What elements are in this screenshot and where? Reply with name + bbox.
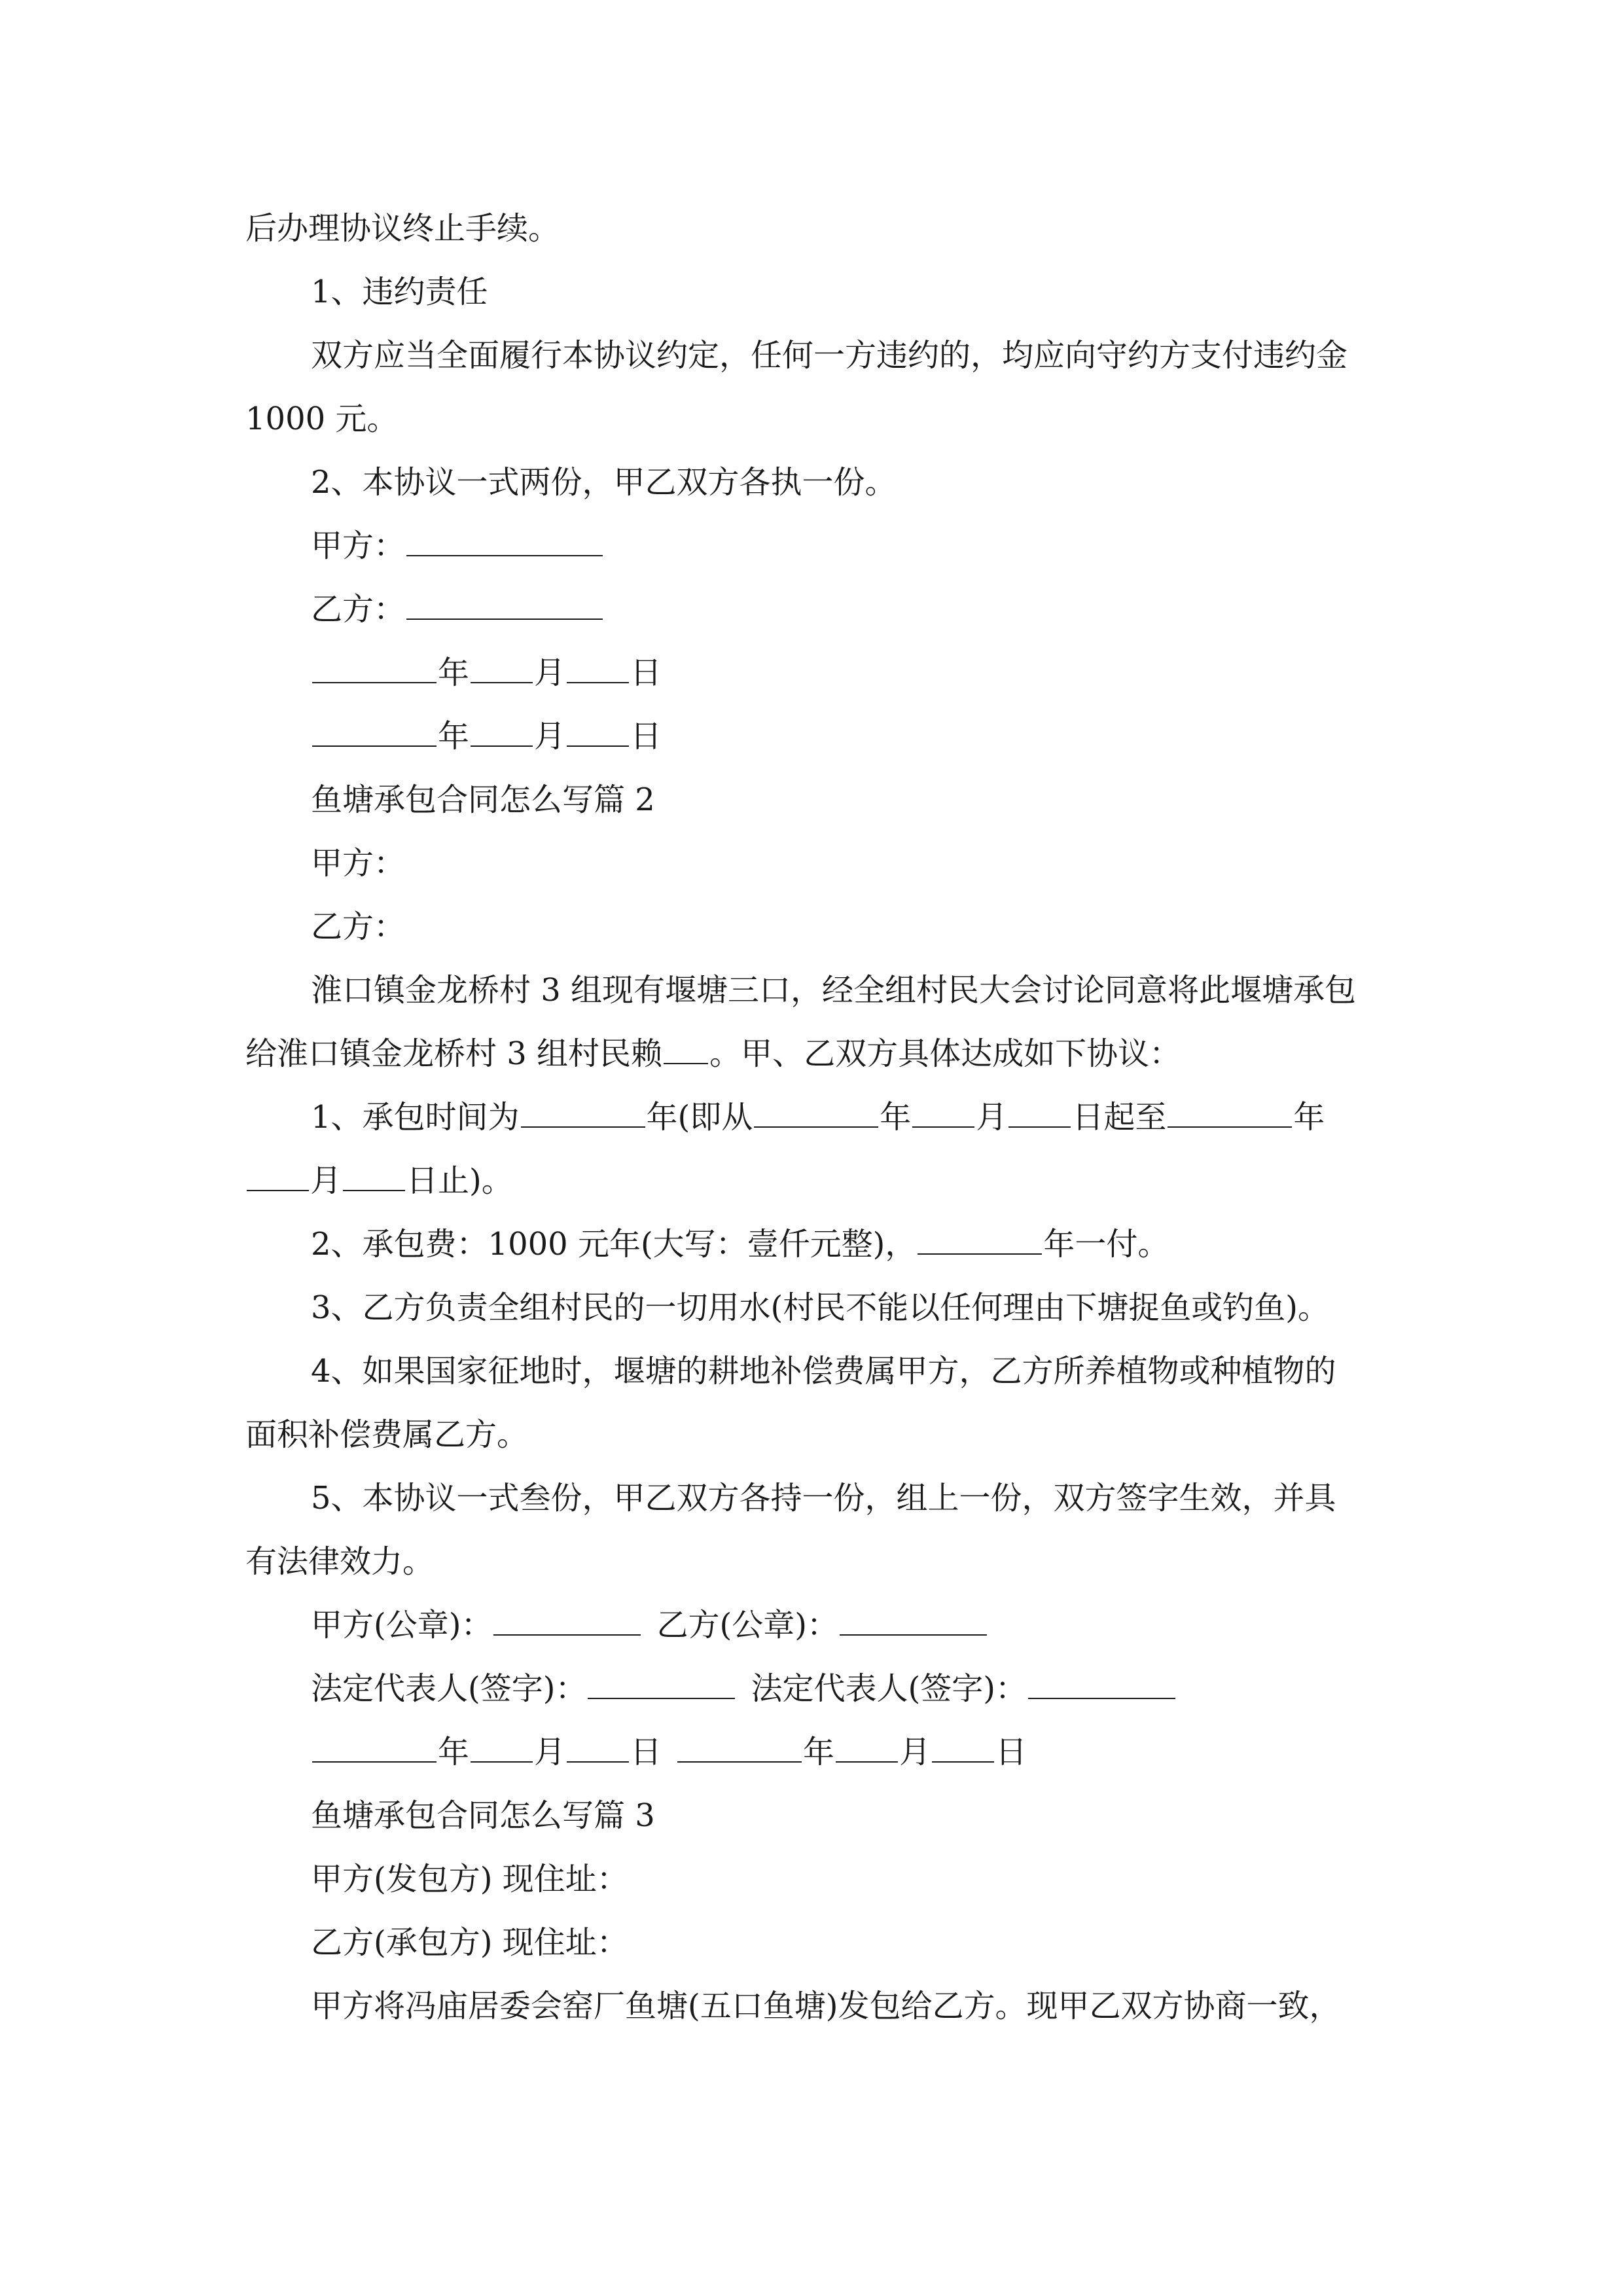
- seal-blank: [840, 1634, 987, 1636]
- signature-blank: [588, 1698, 735, 1699]
- text-line: 甲方将冯庙居委会窑厂鱼塘(五口鱼塘)发包给乙方。现甲乙双方协商一致，: [311, 1988, 1341, 2024]
- fill-blank: [247, 1190, 309, 1191]
- article-title: 鱼塘承包合同怎么写篇 2: [311, 781, 655, 818]
- fill-blank: [521, 1126, 645, 1128]
- fill-blank: [912, 1126, 974, 1128]
- text-line: 淮口镇金龙桥村 3 组现有堰塘三口，经全组村民大会讨论同意将此堰塘承包: [311, 972, 1357, 1009]
- text-line: 3、乙方负责全组村民的一切用水(村民不能以任何理由下塘捉鱼或钓鱼)。: [311, 1289, 1329, 1326]
- text-line: 给淮口镇金龙桥村 3 组村民赖 。甲、乙双方具体达成如下协议：: [245, 1035, 1181, 1072]
- text-line: 双方应当全面履行本协议约定，任何一方违约的，均应向守约方支付违约金: [311, 337, 1348, 374]
- date-blank: [836, 1761, 898, 1763]
- seal-line: 甲方(公章)： 乙方(公章)：: [0, 1593, 1623, 1657]
- date-blank: [312, 682, 437, 683]
- representative-line: 法定代表人(签字)： 法定代表人(签字)：: [0, 1657, 1623, 1721]
- term-line: 1、承包时间为 年(即从 年 月 日起至 年: [311, 1099, 1325, 1136]
- fill-blank: [754, 1126, 878, 1128]
- text-line: 面积补偿费属乙方。: [245, 1416, 529, 1453]
- party-b-line: 乙方：: [311, 908, 406, 945]
- party-b-address-line: 乙方(承包方) 现住址：: [311, 1924, 628, 1961]
- signature-blank: [1028, 1698, 1175, 1699]
- date-blank: [471, 745, 533, 747]
- fill-blank: [918, 1253, 1042, 1255]
- signature-blank: [406, 555, 603, 556]
- date-line: 年 月 日: [0, 704, 1623, 768]
- date-blank: [567, 1761, 629, 1763]
- text-line: 4、如果国家征地时，堰塘的耕地补偿费属甲方，乙方所养植物或种植物的: [311, 1353, 1336, 1390]
- date-blank: [567, 682, 629, 683]
- party-a-address-line: 甲方(发包方) 现住址：: [311, 1861, 628, 1897]
- text-line: 1000 元。: [245, 401, 399, 437]
- date-blank: [677, 1761, 802, 1763]
- text-line: 2、本协议一式两份，甲乙双方各执一份。: [311, 464, 897, 501]
- section-heading: 1、违约责任: [311, 274, 488, 310]
- date-blank: [471, 1761, 533, 1763]
- article-title: 鱼塘承包合同怎么写篇 3: [311, 1797, 655, 1834]
- name-blank: [664, 1063, 708, 1064]
- fill-blank: [343, 1190, 405, 1191]
- text-line: 后办理协议终止手续。: [245, 210, 560, 247]
- signature-line-party-a: 甲方：: [0, 514, 1623, 578]
- text-line: 5、本协议一式叁份，甲乙双方各持一份，组上一份，双方签字生效，并具: [311, 1480, 1336, 1516]
- fill-blank: [1008, 1126, 1071, 1128]
- signature-line-party-b: 乙方：: [0, 577, 1623, 641]
- date-blank: [312, 745, 437, 747]
- date-blank: [471, 682, 533, 683]
- fee-line: 2、承包费：1000 元年(大写：壹仟元整)， 年一付。: [311, 1226, 1169, 1263]
- date-blank: [312, 1761, 437, 1763]
- date-line: 年 月 日 年 月 日: [0, 1720, 1623, 1784]
- text-line: 有法律效力。: [245, 1543, 435, 1580]
- party-a-line: 甲方：: [311, 845, 406, 882]
- date-blank: [567, 745, 629, 747]
- signature-blank: [406, 619, 603, 620]
- term-line-continued: 月 日止)。: [0, 1149, 1623, 1213]
- date-blank: [932, 1761, 994, 1763]
- seal-blank: [493, 1634, 641, 1636]
- fill-blank: [1168, 1126, 1292, 1128]
- date-line: 年 月 日: [0, 641, 1623, 705]
